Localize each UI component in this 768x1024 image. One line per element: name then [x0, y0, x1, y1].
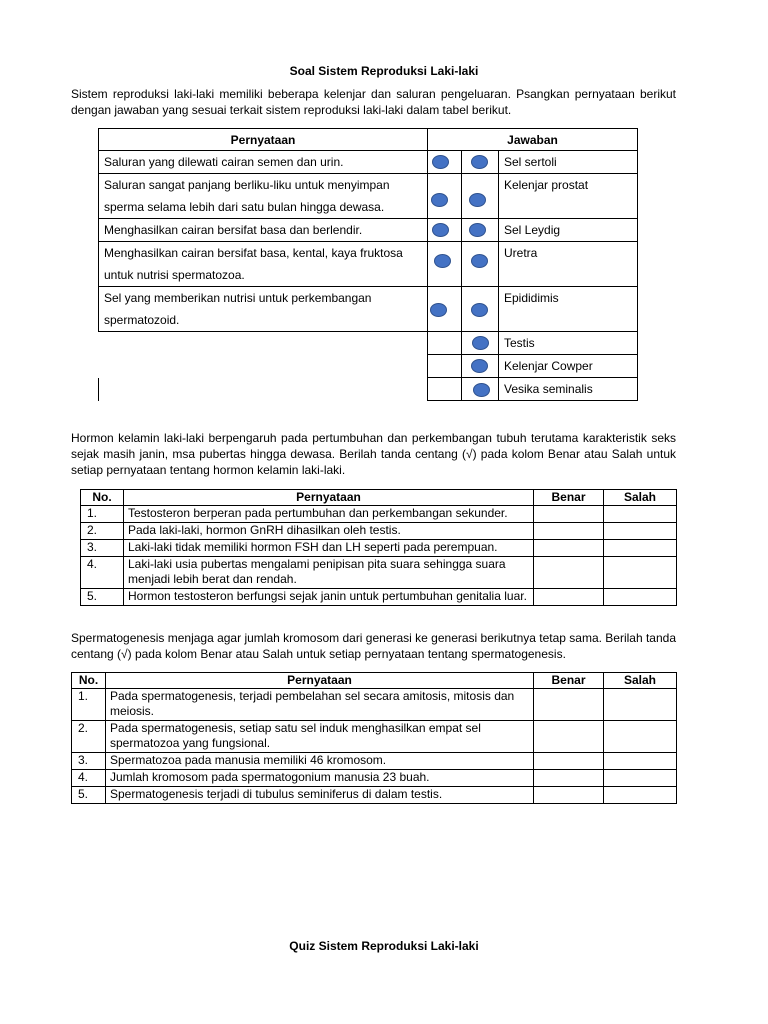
row-statement: Spermatogenesis terjadi di tubulus seminiferus di dalam testis. [106, 787, 534, 804]
statement-cell: Saluran sangat panjang berliku-liku untuk menyimpan sperma selama lebih dari satu bulan hingga dewasa. [99, 174, 428, 219]
intro-matching: Sistem reproduksi laki-laki memiliki beberapa kelenjar dan saluran pengeluaran. Psangkan pernyataan berikut dengan jawaban yang sesuai terkait sistem reproduksi laki-laki dalam tabel berikut. [71, 87, 676, 117]
row-statement: Pada spermatogenesis, setiap satu sel induk menghasilkan empat sel spermatozoa yang fungsional. [106, 721, 534, 753]
statement-cell: Sel yang memberikan nutrisi untuk perkembangan spermatozoid. [99, 287, 428, 332]
answer-cell: Epididimis [499, 287, 638, 332]
statement-cell: Saluran yang dilewati cairan semen dan urin. [99, 151, 428, 174]
col-header-no: No. [72, 673, 106, 689]
table-row [72, 770, 677, 787]
false-checkbox-cell[interactable] [604, 721, 677, 753]
table-row [81, 557, 677, 589]
answer-connector-dot[interactable] [472, 336, 489, 350]
answer-cell: Uretra [499, 242, 638, 287]
col-header-no: No. [81, 490, 124, 506]
answer-connector-dot[interactable] [469, 223, 486, 237]
table-row [81, 523, 677, 540]
spermatogenesis-table [71, 672, 677, 804]
true-checkbox-cell[interactable] [534, 787, 604, 804]
false-checkbox-cell[interactable] [604, 557, 677, 589]
row-number: 3. [72, 753, 106, 770]
false-checkbox-cell[interactable] [604, 787, 677, 804]
table-row [72, 787, 677, 804]
statement-cell: Menghasilkan cairan bersifat basa dan berlendir. [99, 219, 428, 242]
true-checkbox-cell[interactable] [534, 770, 604, 787]
false-checkbox-cell[interactable] [604, 523, 677, 540]
answer-cell: Testis [499, 332, 638, 355]
col-header-false: Salah [604, 490, 677, 506]
row-number: 5. [81, 589, 124, 606]
row-statement: Hormon testosteron berfungsi sejak janin untuk pertumbuhan genitalia luar. [124, 589, 534, 606]
row-statement: Laki-laki tidak memiliki hormon FSH dan LH seperti pada perempuan. [124, 540, 534, 557]
row-number: 5. [72, 787, 106, 804]
false-checkbox-cell[interactable] [604, 753, 677, 770]
false-checkbox-cell[interactable] [604, 540, 677, 557]
false-checkbox-cell[interactable] [604, 506, 677, 523]
table-row [81, 589, 677, 606]
row-statement: Pada spermatogenesis, terjadi pembelahan sel secara amitosis, mitosis dan meiosis. [106, 689, 534, 721]
quiz-title: Quiz Sistem Reproduksi Laki-laki [289, 939, 479, 953]
false-checkbox-cell[interactable] [604, 589, 677, 606]
row-number: 2. [81, 523, 124, 540]
intro-spermatogenesis: Spermatogenesis menjaga agar jumlah kromosom dari generasi ke generasi berikutnya tetap sama. Berilah tanda centang (√) pada kolom Benar atau Salah untuk setiap pernyataan tentang spermatogenesis. [71, 631, 676, 661]
row-number: 4. [72, 770, 106, 787]
true-checkbox-cell[interactable] [534, 557, 604, 589]
header-statement: Pernyataan [99, 129, 428, 151]
true-checkbox-cell[interactable] [534, 540, 604, 557]
table-row [72, 689, 677, 721]
text-cursor [98, 378, 99, 401]
table-row [81, 540, 677, 557]
col-header-true: Benar [534, 673, 604, 689]
true-checkbox-cell[interactable] [534, 721, 604, 753]
false-checkbox-cell[interactable] [604, 689, 677, 721]
col-header-false: Salah [604, 673, 677, 689]
row-number: 1. [72, 689, 106, 721]
answer-cell: Sel sertoli [499, 151, 638, 174]
false-checkbox-cell[interactable] [604, 770, 677, 787]
row-number: 3. [81, 540, 124, 557]
table-row [72, 721, 677, 753]
col-header-true: Benar [534, 490, 604, 506]
row-statement: Spermatozoa pada manusia memiliki 46 kromosom. [106, 753, 534, 770]
true-checkbox-cell[interactable] [534, 506, 604, 523]
row-number: 2. [72, 721, 106, 753]
true-checkbox-cell[interactable] [534, 753, 604, 770]
statement-connector-dot[interactable] [431, 193, 448, 207]
answer-connector-dot[interactable] [471, 254, 488, 268]
col-header-statement: Pernyataan [124, 490, 534, 506]
statement-cell: Menghasilkan cairan bersifat basa, kental, kaya fruktosa untuk nutrisi spermatozoa. [99, 242, 428, 287]
answer-connector-dot[interactable] [471, 303, 488, 317]
page-title: Soal Sistem Reproduksi Laki-laki [289, 64, 479, 78]
answer-cell: Kelenjar Cowper [499, 355, 638, 378]
statement-connector-dot[interactable] [432, 155, 449, 169]
row-number: 4. [81, 557, 124, 589]
statement-connector-dot[interactable] [430, 303, 447, 317]
answer-cell: Sel Leydig [499, 219, 638, 242]
statement-connector-dot[interactable] [432, 223, 449, 237]
header-answer: Jawaban [428, 129, 638, 151]
answer-connector-dot[interactable] [473, 383, 490, 397]
col-header-statement: Pernyataan [106, 673, 534, 689]
hormone-table [80, 489, 677, 606]
row-statement: Pada laki-laki, hormon GnRH dihasilkan oleh testis. [124, 523, 534, 540]
table-row [81, 506, 677, 523]
answer-connector-dot[interactable] [469, 193, 486, 207]
true-checkbox-cell[interactable] [534, 689, 604, 721]
statement-connector-dot[interactable] [434, 254, 451, 268]
answer-cell: Kelenjar prostat [499, 174, 638, 219]
row-statement: Jumlah kromosom pada spermatogonium manusia 23 buah. [106, 770, 534, 787]
row-number: 1. [81, 506, 124, 523]
row-statement: Laki-laki usia pubertas mengalami penipisan pita suara sehingga suara menjadi lebih berat dan rendah. [124, 557, 534, 589]
answer-connector-dot[interactable] [471, 155, 488, 169]
true-checkbox-cell[interactable] [534, 523, 604, 540]
row-statement: Testosteron berperan pada pertumbuhan dan perkembangan sekunder. [124, 506, 534, 523]
answer-connector-dot[interactable] [471, 359, 488, 373]
answer-cell: Vesika seminalis [499, 378, 638, 401]
table-row [72, 753, 677, 770]
intro-hormone: Hormon kelamin laki-laki berpengaruh pada pertumbuhan dan perkembangan tubuh terutama karakteristik seks sejak masih janin, msa pubertas hingga dewasa. Berilah tanda centang (√) pada kolom Benar atau Salah untuk setiap pernyataan tentang hormon kelamin laki-laki. [71, 431, 676, 477]
true-checkbox-cell[interactable] [534, 589, 604, 606]
matching-table [98, 128, 638, 401]
